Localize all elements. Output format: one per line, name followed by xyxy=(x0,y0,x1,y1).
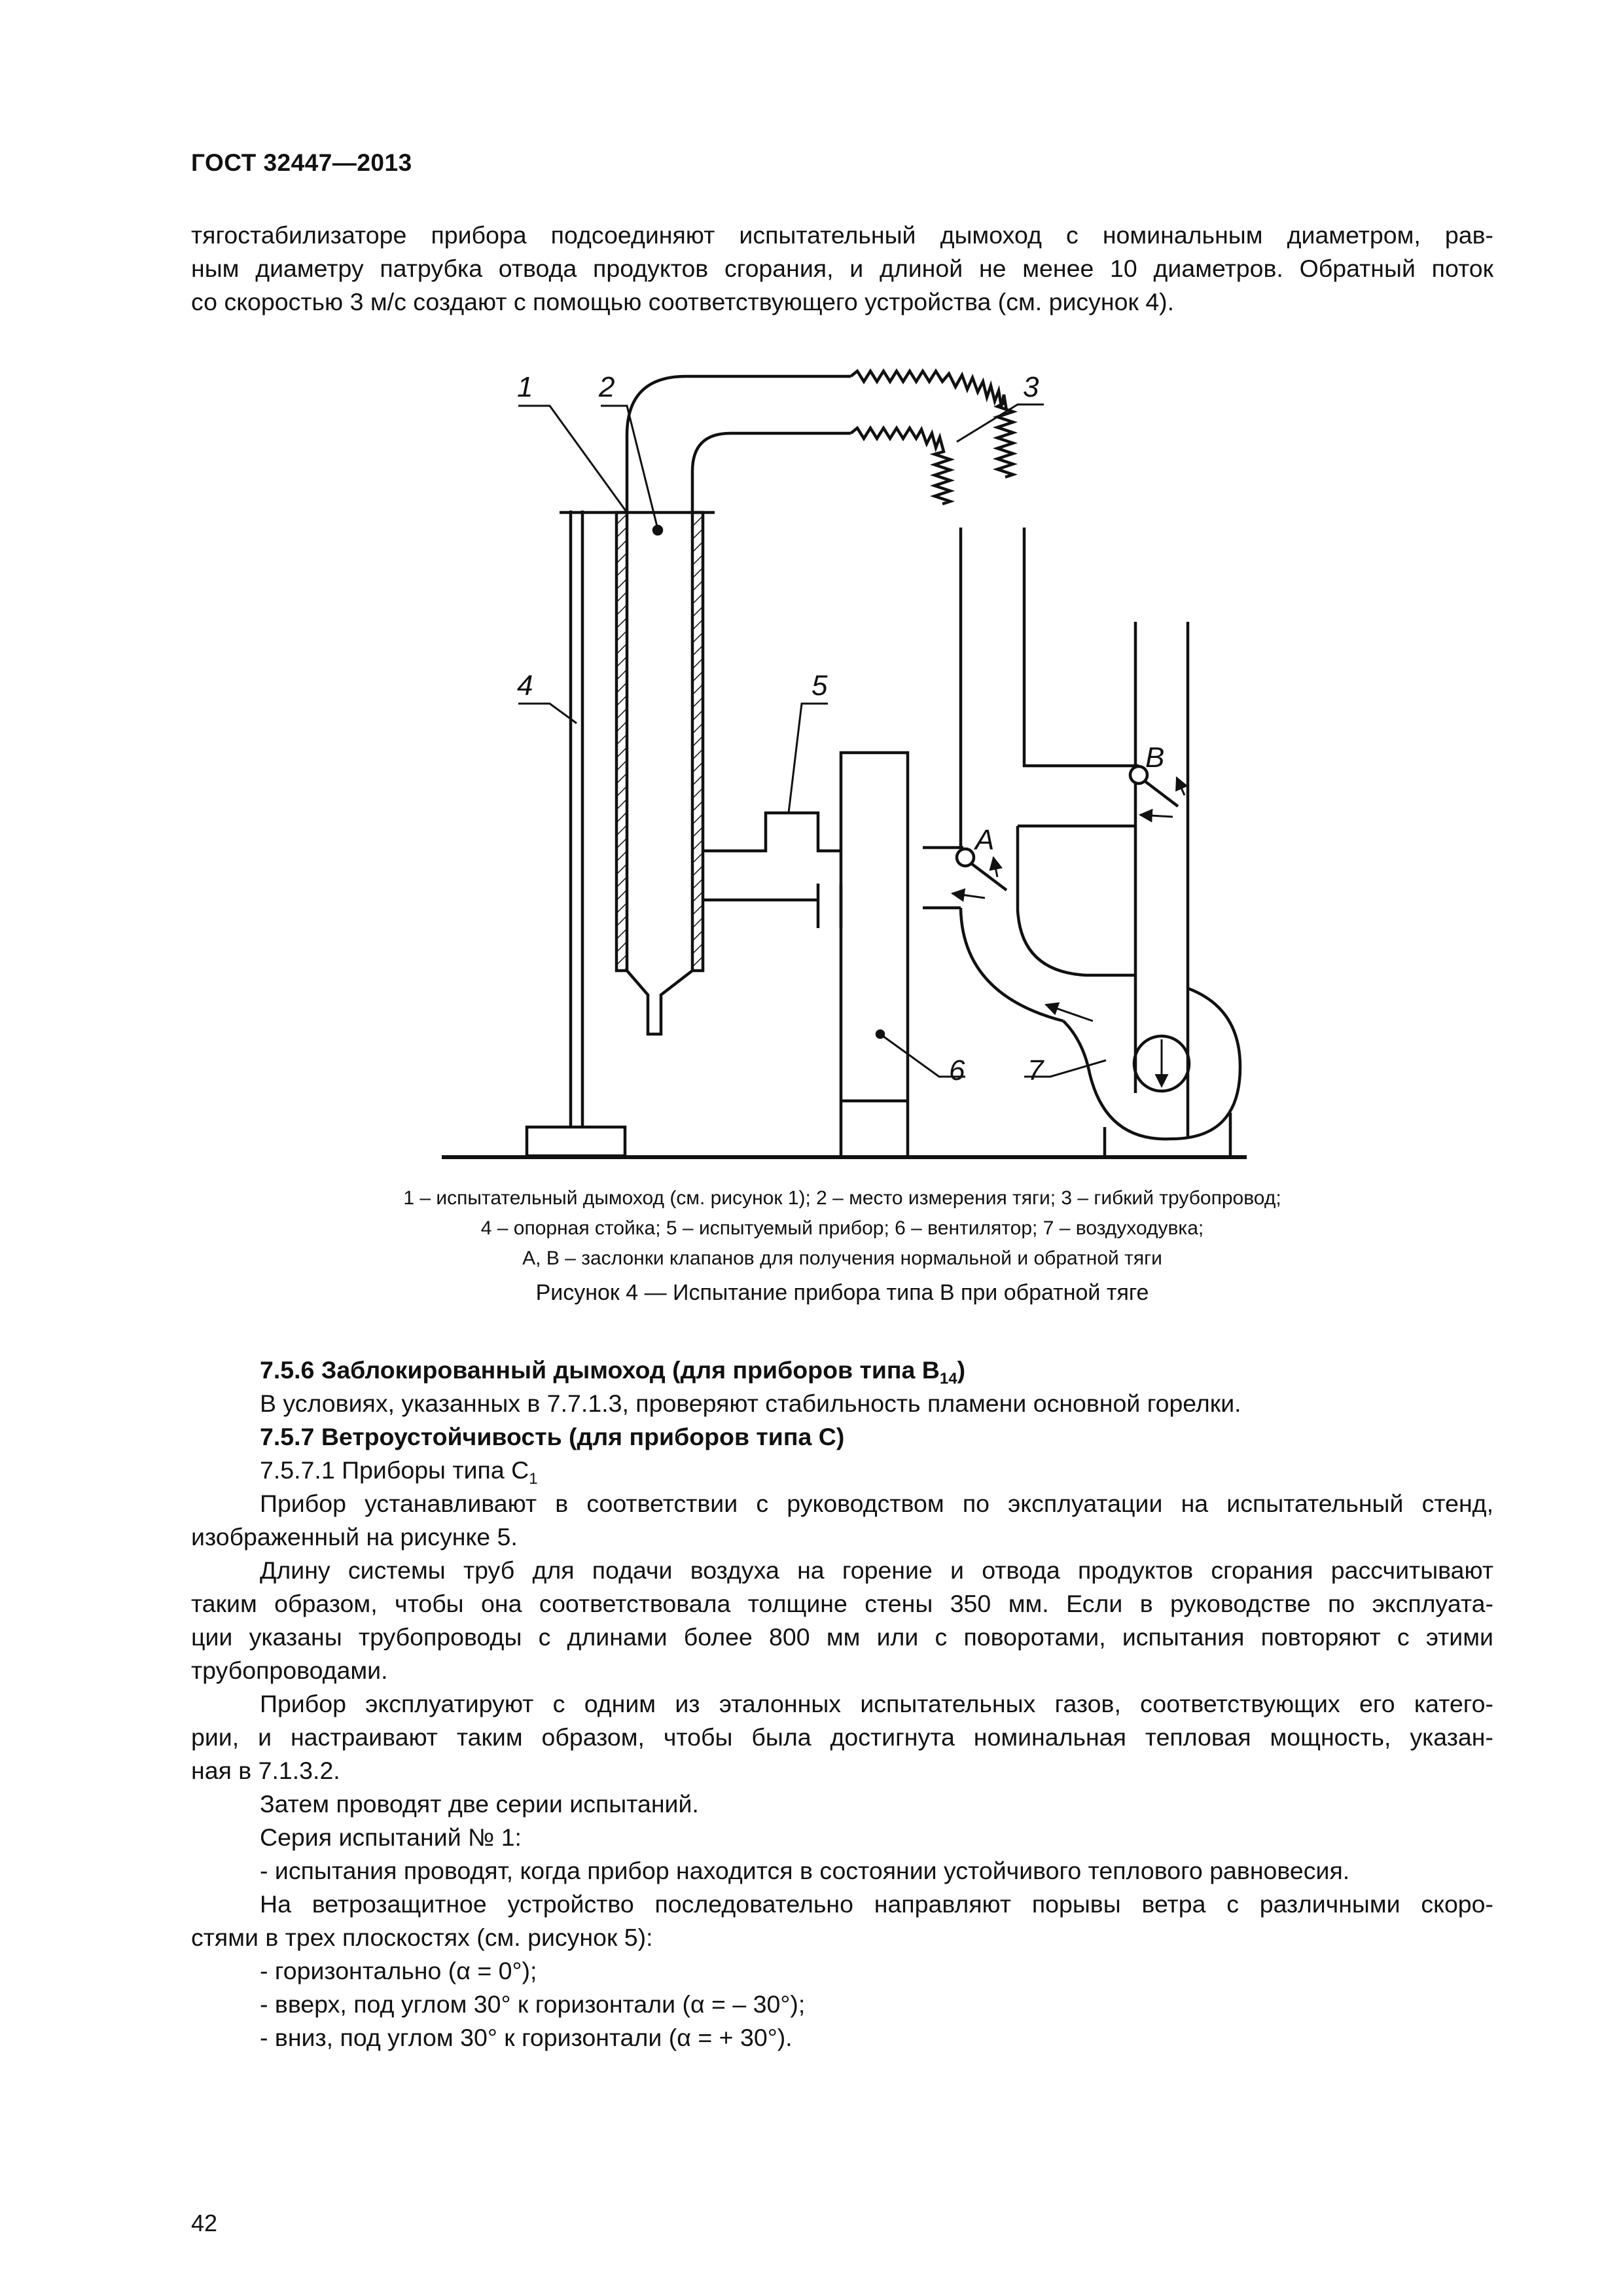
blower-housing xyxy=(1063,988,1240,1139)
chimney-left-wall xyxy=(616,512,627,971)
section-heading-7-5-6: 7.5.6 Заблокированный дымоход (для приборов типа $В_{14}$) xyxy=(260,1356,966,1388)
label-a: A xyxy=(975,824,995,856)
text-line: тягостабилизаторе прибора подсоединяют испытательный дымоход с номинальным диаметром, рав- xyxy=(191,221,1493,249)
text-line: Длину системы труб для подачи воздуха на горение и отвода продуктов сгорания рассчитывают xyxy=(260,1556,1493,1584)
flexible-pipe-inner xyxy=(851,428,950,504)
document-header: ГОСТ 32447—2013 xyxy=(191,149,412,176)
valve-a xyxy=(957,849,974,866)
flexible-pipe-outer xyxy=(851,371,1013,477)
text-line: со скоростью 3 м/с создают с помощью соответствующего устройства (см. рисунок 4). xyxy=(191,288,1175,315)
figure-4-diagram xyxy=(419,353,1289,1172)
page-number: 42 xyxy=(191,2210,218,2236)
list-item: - испытания проводят, когда прибор находится в состоянии устойчивого теплового равновесия. xyxy=(260,1857,1350,1884)
label-6: 6 xyxy=(949,1054,965,1086)
label-5: 5 xyxy=(812,670,828,702)
list-item: - горизонтально (α = 0°); xyxy=(260,1957,537,1984)
text-line: стями в трех плоскостях (см. рисунок 5): xyxy=(191,1924,653,1951)
text-line: трубопроводами. xyxy=(191,1657,388,1684)
label-1: 1 xyxy=(517,371,533,403)
label-b: B xyxy=(1145,742,1165,774)
text-line: В условиях, указанных в 7.7.1.3, проверяют стабильность пламени основной горелки. xyxy=(260,1390,1241,1417)
list-item: - вниз, под углом 30° к горизонтали (α = + 30°). xyxy=(260,2024,793,2051)
section-heading-7-5-7: 7.5.7 Ветроустойчивость (для приборов типа С) xyxy=(260,1423,845,1450)
figure-legend xyxy=(191,1183,1493,1274)
chimney-duct xyxy=(627,376,851,512)
legend-line: А, В – заслонки клапанов для получения нормальной и обратной тяги xyxy=(522,1247,1162,1269)
text-line: таким образом, чтобы она соответствовала толщине стены 350 мм. Если в руководстве по эксплуата- xyxy=(191,1590,1493,1617)
text-line: Прибор эксплуатируют с одним из эталонных испытательных газов, соответствующих его катего- xyxy=(260,1690,1493,1717)
text-line: ная в 7.1.3.2. xyxy=(191,1757,340,1784)
label-4: 4 xyxy=(517,670,533,702)
text-line: ции указаны трубопроводы с длинами более 800 мм или с поворотами, испытания повторяют с этими xyxy=(191,1623,1493,1651)
appliance-under-test xyxy=(703,813,841,851)
text-line: изображенный на рисунке 5. xyxy=(191,1523,518,1551)
fan xyxy=(841,753,908,1157)
intro-paragraph xyxy=(191,219,1493,319)
text-line: На ветрозащитное устройство последовательно направляют порывы ветра с различными скоро- xyxy=(260,1890,1493,1918)
text-line: Серия испытаний № 1: xyxy=(260,1823,522,1851)
stand-base xyxy=(527,1127,625,1156)
subsection-heading-7-5-7-1: 7.5.7.1 Приборы типа $С_1$ xyxy=(260,1456,538,1488)
text-line: Прибор устанавливают в соответствии с руководством по эксплуатации на испытательный стенд, xyxy=(260,1490,1493,1517)
body-text xyxy=(191,1354,1493,2054)
legend-line: 4 – опорная стойка; 5 – испытуемый прибор; 6 – вентилятор; 7 – воздуходувка; xyxy=(480,1217,1204,1239)
legend-line: 1 – испытательный дымоход (см. рисунок 1); 2 – место измерения тяги; 3 – гибкий трубопровод; xyxy=(403,1187,1281,1209)
list-item: - вверх, под углом 30° к горизонтали (α = – 30°); xyxy=(260,1990,806,2018)
text-line: рии, и настраивают таким образом, чтобы была достигнута номинальная тепловая мощность, указан- xyxy=(191,1723,1493,1751)
text-line: ным диаметру патрубка отвода продуктов сгорания, и длиной не менее 10 диаметров. Обратный поток xyxy=(191,255,1493,282)
chimney-right-wall xyxy=(692,512,703,971)
label-7: 7 xyxy=(1027,1054,1044,1086)
label-3: 3 xyxy=(1023,371,1039,403)
label-2: 2 xyxy=(599,371,615,403)
text-line: Затем проводят две серии испытаний. xyxy=(260,1790,699,1818)
figure-caption: Рисунок 4 — Испытание прибора типа В при обратной тяге xyxy=(535,1280,1149,1305)
